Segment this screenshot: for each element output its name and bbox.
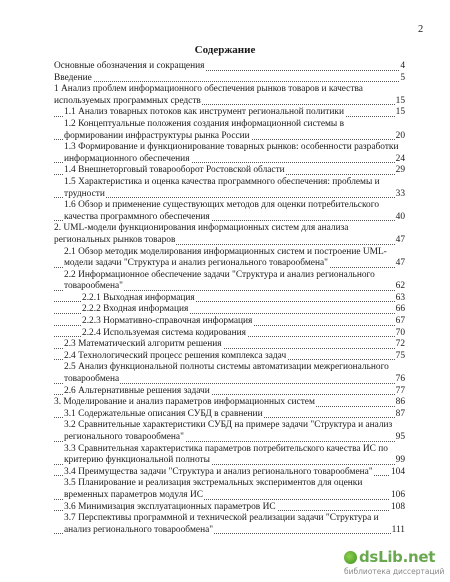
toc-entry [54, 478, 405, 501]
toc-entry [54, 177, 405, 200]
toc-entry-page: 15 [395, 107, 405, 118]
toc-entry [54, 409, 405, 421]
toc-entry [54, 362, 405, 385]
toc-entry-page: 111 [391, 524, 405, 535]
toc-entry-page: 24 [395, 153, 405, 164]
toc-entry-title: 2. UML-модели функционирования информационных систем для анализа региональных рынков товаров [54, 223, 349, 245]
toc-entry-title: 2.2.1 Выходная информация [82, 292, 195, 303]
toc-entry-title: 1.3 Формирование и функционирование товарных рынков: особенности разработки информационного обеспечения [64, 142, 399, 164]
watermark-name: dsLib.net [359, 548, 436, 566]
toc-entry-title: 2.6 Альтернативные решения задачи [64, 385, 210, 396]
toc-entry-page: 108 [390, 501, 405, 512]
toc-entry [54, 328, 405, 340]
watermark-logo [344, 548, 444, 566]
toc-entry-title: 2.5 Анализ функциональной полноты системы автоматизации межрегионального товарообмена [64, 362, 389, 385]
toc-entry [54, 247, 405, 270]
toc-entry-page: 104 [390, 466, 405, 477]
toc-entry [54, 61, 405, 73]
toc-entry-title: 3.5 Планирование и реализация экстремальных экспериментов для оценки временных параметров модуля ИС [64, 478, 363, 500]
toc-entry-title: 3. Моделирование и анализ параметров информационных систем [54, 397, 315, 408]
toc-entry [54, 270, 405, 293]
toc-entry-page: 20 [395, 130, 405, 141]
toc-entry-page: 75 [395, 350, 405, 361]
toc-entry [54, 397, 405, 409]
toc-entry-page: 70 [395, 327, 405, 338]
toc-entry [54, 304, 405, 316]
toc-entry-title: 1.4 Внешнеторговый товарооборот Ростовской области [64, 165, 285, 176]
toc-entry-page: 66 [395, 304, 405, 315]
toc-entry-page: 33 [395, 188, 405, 199]
toc-entry-page: 47 [395, 234, 405, 245]
toc-entry [54, 293, 405, 305]
toc-entry [54, 200, 405, 223]
toc-entry-page: 106 [390, 489, 405, 500]
toc-entry-title: 1.2 Концептуальные положения создания информационной системы в формировании инфраструктуры рынка России [64, 118, 344, 141]
toc-entry-page: 86 [395, 397, 405, 408]
toc-entry [54, 165, 405, 177]
toc-entry [54, 73, 405, 85]
toc-entry [54, 107, 405, 119]
toc-entry [54, 444, 405, 467]
page-title: Содержание [194, 44, 256, 56]
toc-entry [54, 223, 405, 246]
toc-entry-title: 2.2.4 Используемая система кодирования [82, 327, 246, 338]
toc-entry-page: 87 [395, 408, 405, 419]
page-number: 2 [418, 24, 424, 35]
toc-entry [54, 84, 405, 107]
toc-entry-title: 3.1 Содержательные описания СУБД в сравнении [64, 408, 263, 419]
toc-entry-page: 40 [395, 211, 405, 222]
watermark-subtitle: библиотека диссертаций [344, 567, 445, 576]
toc-entry [54, 119, 405, 142]
toc-entry-page: 5 [400, 72, 405, 83]
toc-entry-title: Основные обозначения и сокращения [54, 61, 205, 71]
globe-icon [344, 551, 357, 564]
toc-entry-title: 2.2.2 Входная информация [82, 304, 189, 315]
toc-entry-title: 3.7 Перспективы программной и технической реализации задачи "Структура и анализ регионального товарообмена" [64, 513, 379, 535]
toc-entry-title: Введение [54, 72, 92, 83]
toc-entry-title: 1 Анализ проблем информационного обеспечения рынков товаров и качества используемых программных средств [54, 84, 363, 106]
toc-entry [54, 142, 405, 165]
toc-entry-title: 2.2 Информационное обеспечение задачи "Структура и анализ регионального товарообмена" [64, 269, 375, 292]
toc-entry-page: 47 [395, 258, 405, 269]
toc-entry [54, 513, 405, 536]
toc-entry-title: 2.1 Обзор методик моделирования информационных систем и построение UML-модели задачи "Структура и анализ регионального товарообмена" [64, 246, 387, 269]
toc-entry-page: 72 [395, 339, 405, 350]
toc-entry [54, 339, 405, 351]
toc-entry-page: 15 [395, 95, 405, 106]
toc-entry-title: 1.1 Анализ товарных потоков как инструмент региональной политики [64, 107, 344, 118]
toc-entry-page: 63 [395, 292, 405, 303]
toc-entry-title: 2.4 Технологический процесс решения комплекса задач [64, 350, 287, 361]
toc-entry [54, 351, 405, 363]
toc-entry-page: 77 [395, 385, 405, 396]
toc-entry-title: 2.3 Математический алгоритм решения [64, 339, 222, 350]
toc-entry-page: 99 [395, 455, 405, 466]
toc-entry-title: 3.4 Преимущества задачи "Структура и анализ регионального товарообмена" [64, 466, 373, 477]
watermark [344, 548, 444, 576]
toc-entry-title: 1.6 Обзор и применение существующих методов для оценки потребительского качества программного обеспечения [64, 200, 380, 222]
toc-entry-title: 3.3 Сравнительная характеристика параметров потребительского качества ИС по критерию функциональной полноты [64, 443, 388, 466]
toc-entry-title: 3.2 Сравнительные характеристики СУБД на примере задачи "Структура и анализ регионального товарообмена" [64, 420, 393, 442]
toc-entry-page: 95 [395, 432, 405, 442]
toc-entry-page: 4 [400, 61, 405, 71]
toc-entry [54, 316, 405, 328]
toc-entry-page: 67 [395, 316, 405, 327]
toc-entry [54, 467, 405, 479]
table-of-contents [54, 61, 405, 536]
toc-entry-title: 3.6 Минимизация эксплуатационных параметров ИС [64, 501, 276, 512]
toc-entry-page: 76 [395, 374, 405, 385]
toc-entry-page: 62 [395, 281, 405, 292]
toc-entry [54, 386, 405, 398]
toc-entry-title: 2.2.3 Нормативно-справочная информация [82, 316, 253, 327]
toc-entry-page: 29 [395, 165, 405, 176]
toc-entry [54, 502, 405, 514]
toc-entry-title: 1.5 Характеристика и оценка качества программного обеспечения: проблемы и трудности [64, 176, 380, 199]
toc-entry [54, 420, 405, 443]
